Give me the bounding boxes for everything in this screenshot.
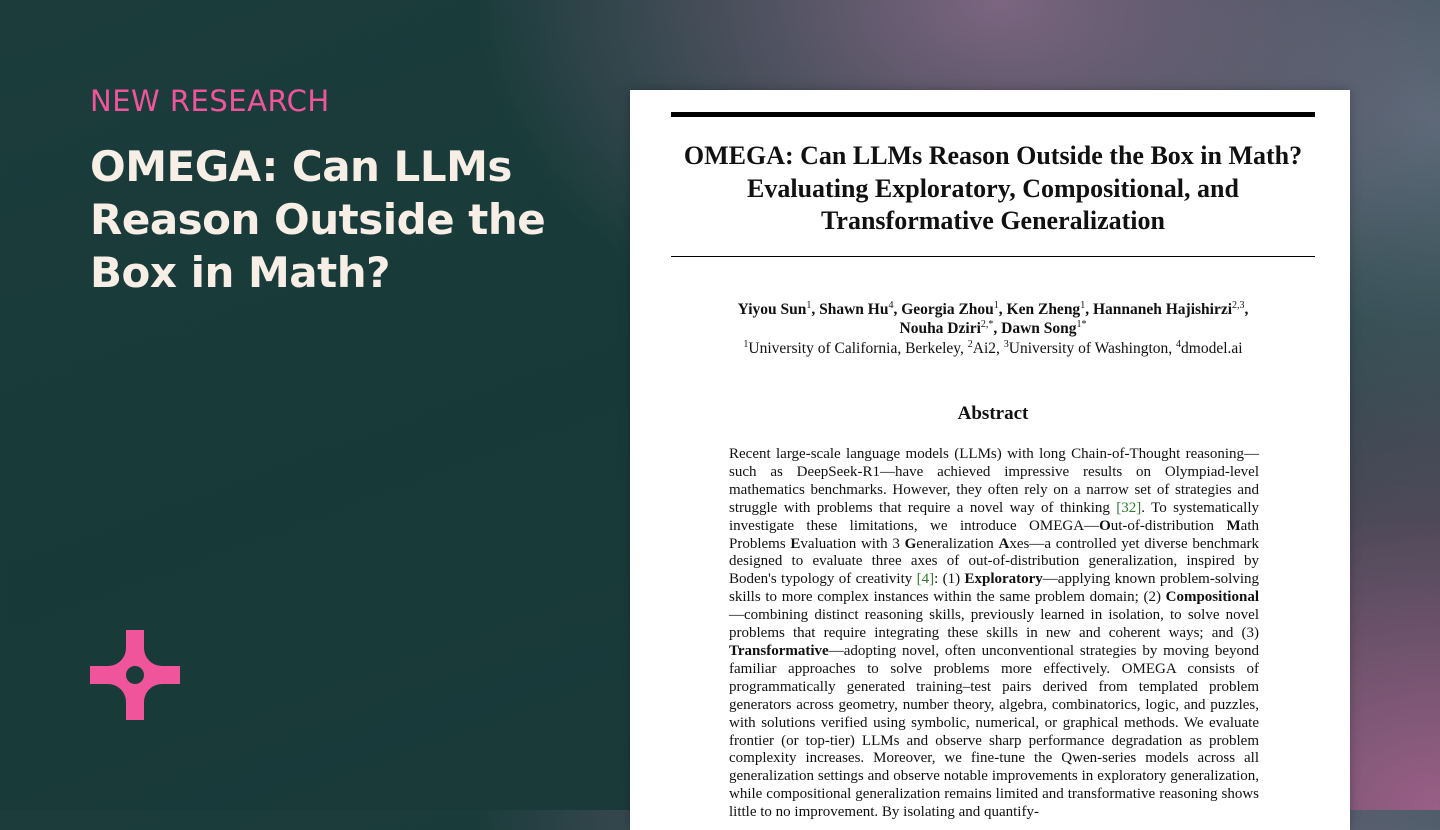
citation-link[interactable]: [32]	[1116, 499, 1142, 516]
abstract-heading: Abstract	[957, 403, 1029, 424]
paper-title: OMEGA: Can LLMs Reason Outside the Box in Math? Evaluating Exploratory, Compositional, and Transformative Generalization	[683, 141, 1303, 235]
author-list: Yiyou Sun$^1$, Shawn Hu$^4$, Georgia Zhou$^1$, Ken Zheng$^1$, Hannaneh Hajishirzi$^{2,3}$, Nouha Dziri$^{2,*}$, Dawn Song$^{1*}$	[737, 300, 1249, 337]
author-name: Hannaneh Hajishirzi	[1092, 301, 1233, 318]
abstract-text	[729, 446, 1259, 822]
author-superscript: 2,*	[980, 319, 994, 330]
abstract-segment: ath Problems	[729, 517, 1259, 552]
title-bottom-rule	[671, 256, 1315, 257]
affiliations: $^1$University of California, Berkeley, $^2$Ai2, $^3$University of Washington, $^4$dmodel.ai	[743, 339, 1243, 357]
paper-preview	[630, 90, 1350, 830]
author-name: Ken Zheng	[1006, 301, 1081, 318]
abstract-segment: : (1)	[934, 571, 965, 588]
acronym-letter: O	[1099, 517, 1111, 534]
author-superscript: 1	[806, 300, 812, 311]
affiliation-name: University of California, Berkeley	[748, 340, 961, 357]
acronym-letter: G	[904, 535, 917, 552]
affiliation-name: University of Washington	[1008, 340, 1169, 357]
affiliation-superscript: 1	[743, 339, 749, 350]
abstract-segment: valuation with 3	[800, 535, 905, 552]
abstract-segment: —adopting novel, often unconventional strategies by moving beyond familiar approaches to solve problems more effectively. OMEGA consists of programmatically generated training–test pairs derived from templated problem generators across geometry, number theory, algebra, combinatorics, logic, and puzzles, with solutions verified using symbolic, numerical, or graphical methods. We evaluate frontier (or top-tier) LLMs and observe sharp performance degradation as problem complexity increases. Moreover, we fine-tune the Qwen-series models across all generalization settings and observe notable improvements in exploratory generalization, while compositional generalization remains limited and transformative reasoning shows little to no improvement. By isolating and quantify-	[729, 642, 1259, 821]
abstract-segment: Recent large-scale language models (LLMs) with long Chain-of-Thought reasoning—such as DeepSeek-R1—have achieved impressive results on Olympiad-level mathematics benchmarks. However, they often rely on a narrow set of strategies and struggle with problems that require a novel way of thinking	[729, 446, 1259, 516]
author-superscript: 1	[993, 300, 999, 311]
author-name: Shawn Hu	[819, 301, 889, 318]
affiliation-name: dmodel.ai	[1181, 340, 1243, 357]
affiliation-superscript: 2	[967, 339, 973, 350]
abstract-segment: —a controlled yet diverse benchmark designed to evaluate three axes of out-of-distribution generalization, inspired by Boden's typology of creativity	[729, 535, 1259, 588]
affiliation-name: Ai2	[972, 340, 997, 357]
headline: OMEGA: Can LLMs Reason Outside the Box in Math?	[90, 142, 546, 297]
term-compositional: Compositional	[1165, 589, 1259, 606]
eyebrow-label: NEW RESEARCH	[90, 84, 330, 118]
author-name: Georgia Zhou	[901, 301, 994, 318]
author-name: Dawn Song	[1001, 320, 1077, 337]
author-name: Yiyou Sun	[737, 301, 807, 318]
abstract-segment: xes	[1009, 535, 1030, 552]
abstract-segment: eneralization	[916, 535, 999, 552]
author-name: Nouha Dziri	[899, 320, 981, 337]
citation-link[interactable]: [4]	[916, 571, 935, 588]
acronym-letter: A	[998, 535, 1010, 552]
affiliation-superscript: 3	[1003, 339, 1009, 350]
sparkle-plus-logo	[90, 630, 180, 720]
author-superscript: 2,3	[1232, 300, 1245, 311]
title-top-rule	[671, 112, 1315, 117]
author-superscript: 1	[1080, 300, 1086, 311]
acronym-letter: E	[790, 535, 801, 552]
author-superscript: 4	[888, 300, 894, 311]
abstract-segment: ut-of-distribution	[1110, 517, 1227, 534]
acronym-letter: M	[1226, 517, 1241, 534]
abstract-segment: —combining distinct reasoning skills, previously learned in isolation, to solve novel problems that require integrating these skills in new and coherent ways; and (3)	[729, 607, 1259, 642]
author-superscript: 1*	[1076, 319, 1087, 330]
abstract-segment: —applying known problem-solving skills to more complex instances within the same problem domain; (2)	[729, 571, 1259, 606]
term-transformative: Transformative	[729, 642, 829, 659]
term-exploratory: Exploratory	[964, 571, 1043, 588]
abstract-segment: . To systematically investigate these limitations, we introduce OMEGA—	[729, 499, 1259, 534]
affiliation-superscript: 4	[1176, 339, 1182, 350]
